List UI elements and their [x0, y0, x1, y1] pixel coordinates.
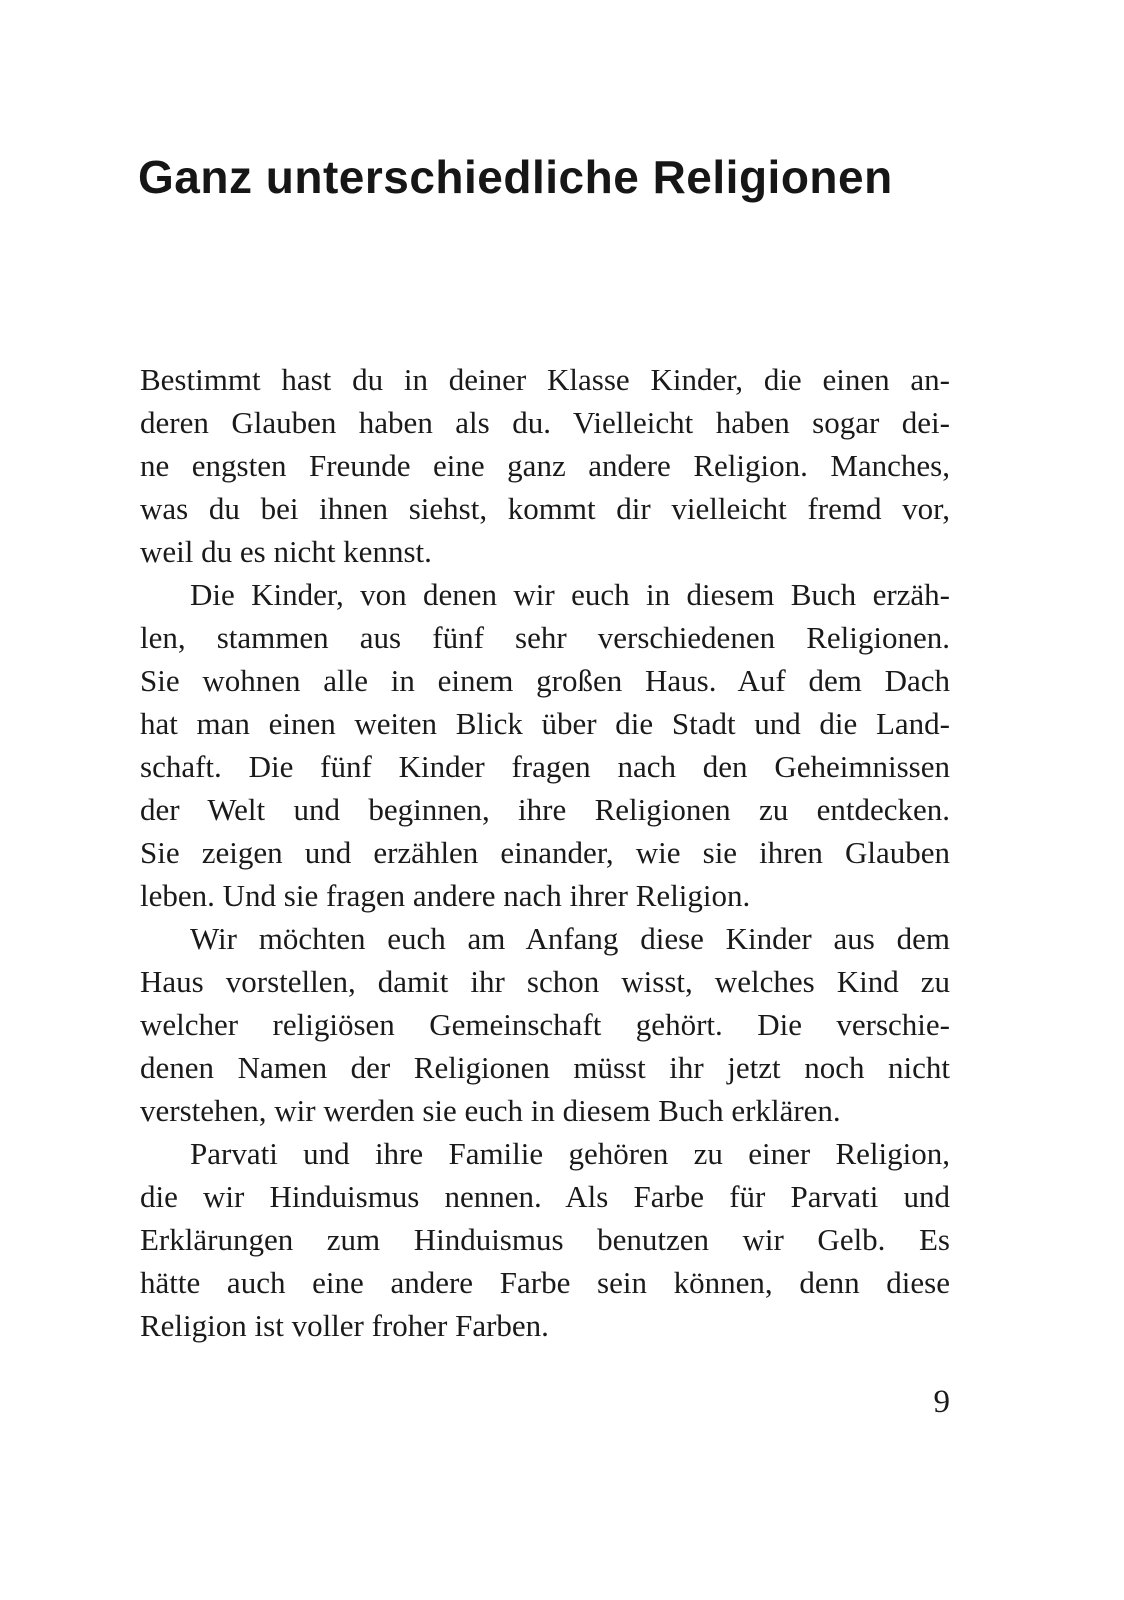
text-line: Sie wohnen alle in einem großen Haus. Auf dem Dach — [140, 663, 950, 698]
text-line: len, stammen aus fünf sehr verschiedenen Religionen. — [140, 620, 950, 655]
text-line: was du bei ihnen siehst, kommt dir vielleicht fremd vor, — [140, 491, 950, 526]
text-line: schaft. Die fünf Kinder fragen nach den Geheimnissen — [140, 749, 950, 784]
text-line: Erklärungen zum Hinduismus benutzen wir Gelb. Es — [140, 1222, 950, 1257]
text-line: Die Kinder, von denen wir euch in diesem Buch erzäh- — [190, 577, 950, 612]
paragraph — [140, 917, 950, 1132]
text-line: Wir möchten euch am Anfang diese Kinder aus dem — [190, 921, 950, 956]
paragraph — [140, 573, 950, 917]
text-line: der Welt und beginnen, ihre Religionen zu entdecken. — [140, 792, 950, 827]
text-line: die wir Hinduismus nennen. Als Farbe für Parvati und — [140, 1179, 950, 1214]
page-number: 9 — [933, 1384, 950, 1420]
text-line: Bestimmt hast du in deiner Klasse Kinder, die einen an- — [140, 362, 950, 397]
paragraph — [140, 358, 950, 573]
text-line: leben. Und sie fragen andere nach ihrer Religion. — [140, 878, 751, 913]
text-line: hat man einen weiten Blick über die Stadt und die Land- — [140, 706, 950, 741]
text-line: ne engsten Freunde eine ganz andere Religion. Manches, — [140, 448, 950, 483]
text-line: Sie zeigen und erzählen einander, wie sie ihren Glauben — [140, 835, 950, 870]
paragraph — [140, 1132, 950, 1347]
chapter-title: Ganz unterschiedliche Religionen — [138, 151, 893, 203]
text-line: Haus vorstellen, damit ihr schon wisst, welches Kind zu — [140, 964, 950, 999]
text-line: welcher religiösen Gemeinschaft gehört. Die verschie- — [140, 1007, 950, 1042]
text-block — [140, 358, 950, 1347]
text-line: Religion ist voller froher Farben. — [140, 1308, 549, 1343]
text-line: denen Namen der Religionen müsst ihr jetzt noch nicht — [140, 1050, 950, 1085]
text-line: deren Glauben haben als du. Vielleicht haben sogar dei- — [140, 405, 950, 440]
text-line: verstehen, wir werden sie euch in diesem Buch erklären. — [140, 1093, 841, 1128]
text-line: Parvati und ihre Familie gehören zu einer Religion, — [190, 1136, 950, 1171]
text-line: hätte auch eine andere Farbe sein können, denn diese — [140, 1265, 950, 1300]
text-line: weil du es nicht kennst. — [140, 534, 432, 569]
